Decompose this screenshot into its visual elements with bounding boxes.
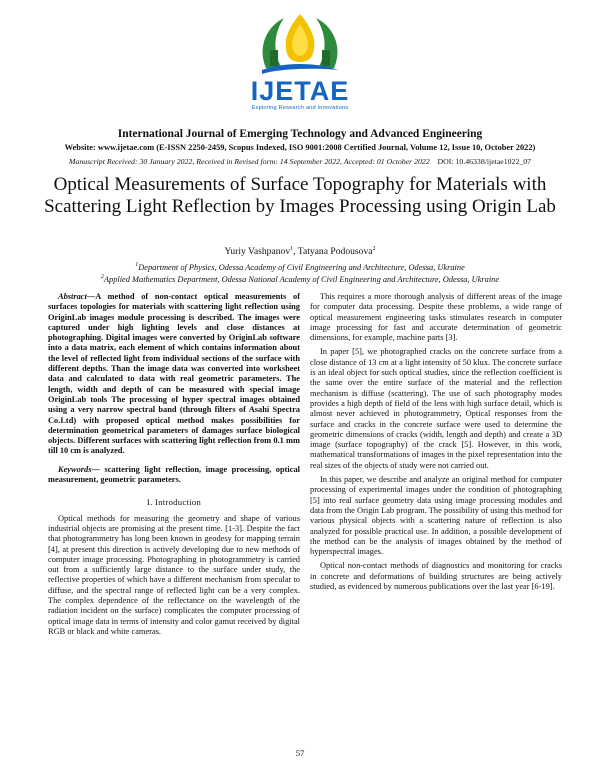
abstract-label: Abstract <box>58 292 87 301</box>
keywords-label: Keywords <box>58 464 92 474</box>
body-paragraph: In this paper, we describe and analyze an original method for computer processing of experimental images under the condition of photographing [5] into real surface geometry data using image processing modules and data from the Origin Lab program. The possibility of using this method for various physical objects with a scattering nature of reflection is also analyzed for possible practical use. In addition, a possible development of the method can be the analysis of images obtained by the method of hyperspectral images. <box>310 475 562 557</box>
keywords-text: — scattering light reflection, image processing, optical measurement, geometric parameters. <box>48 464 300 485</box>
abstract <box>48 292 300 457</box>
affiliation-sup: 1 <box>135 262 139 268</box>
affiliation-1 <box>0 262 600 272</box>
affiliation-text: Applied Mathematics Department, Odessa National Academy of Civil Engineering and Architecture, Odessa, Ukraine <box>103 274 500 284</box>
affiliation-2 <box>0 274 600 284</box>
author-name: Tatyana Podousova <box>297 246 373 258</box>
body-paragraph: In paper [5], we photographed cracks on the concrete surface from a close distance of 13 cm at a light intensity of 50 klux. The concrete surface is an ideal object for such optical studies, since the reflection coefficient is the same over the entire surface of the material and the reflection mechanism is diffuse (scattering). The use of such photography modes provides a high depth of field of the lens with high surface detail, which is almost never achieved in photogrammetry, Optical responses from the surface and cracks in the concrete surface were used to determine the geometric dimensions of cracks (width, length and depth) and create a 3D image (surface topography) of the crack [5]. However, in this work, mathematical transformations of images in the pixel representation into the real sizes of the objects of study were not carried out. <box>310 347 562 470</box>
abstract-text: —A method of non-contact optical measurements of surfaces topologies for materials with scattering light reflection using OriginLab images module processing is described. The images were captured under high lighting levels and close distances at photographing. Digital images were converted by OriginLab software into a data matrix, each element of which contains information about the level of reflected light from individual sections of the surface with different depths. Than the image data was converted into worksheet data and calculated to data with real geometric parameters. The length, width and depth of can be measured with special image OriginLab tools The processing of hyper spectral images obtained using a very narrow spectral band (through filters of Asahi Spectra Co.Ltd) with proposed optical method makes possibilities for determination geometrical parameters of damages surface biological objects. Different surfaces with scattering light reflection from 0.1 mm till 10 cm is analyzed. <box>48 292 300 456</box>
author-sup: 1 <box>290 246 294 252</box>
affiliation-text: Department of Physics, Odessa Academy of Civil Engineering and Architecture, Odessa, Ukraine <box>138 262 465 272</box>
left-column <box>48 292 300 641</box>
journal-name: International Journal of Emerging Technology and Advanced Engineering <box>117 128 483 140</box>
keywords <box>48 465 300 486</box>
logo-emblem-icon <box>252 10 348 78</box>
body-paragraph: This requires a more thorough analysis of different areas of the image for computer data processing. Despite these problems, a wide range of optical measurement engineering tasks stimulates research in computer image processing for fast and accurate determination of geometric dimensions, for example, machine parts [3]. <box>310 292 562 343</box>
authors-line <box>0 246 600 257</box>
page-number: 57 <box>295 748 305 758</box>
affiliation-sup: 2 <box>100 274 104 280</box>
intro-paragraph: Optical methods for measuring the geometry and shape of various industrial objects are promising at the present time. [1-3]. Despite the fact that photogrammetry has long been known in geodesy for mapping terrain [4], at present this direction is actively developing due to new methods of computer image processing. Photographing in photogrammetry is carried out from a sufficiently large distance to the surface under study, the reflective properties of which have a different mechanism from specular to diffuse, and the spectral range of reflected light can be a very complex. The complex dependence of the reflectance on the wavelength of the radiation incident on the surface) complicates the computer processing of optical image data in terms of intensity and color gamut received by digital RGB or black and white cameras. <box>48 513 300 636</box>
manuscript-info <box>0 157 600 166</box>
paper-title: Optical Measurements of Surface Topography for Materials with Scattering Light Reflection by Images Processing using Origin Lab <box>44 174 556 217</box>
logo-subtitle: Exploring Research and Innovations <box>251 105 349 111</box>
manuscript-dates: Manuscript Received: 30 January 2022, Received in Revised form: 14 September 2022, Accepted: 01 October 2022 <box>68 157 430 166</box>
journal-logo <box>244 10 356 126</box>
author-name: Yuriy Vashpanov <box>224 246 291 258</box>
author-separator: , <box>293 246 298 258</box>
author-sup: 2 <box>372 246 376 252</box>
right-column <box>310 292 562 596</box>
journal-website-line: Website: www.ijetae.com (E-ISSN 2250-2459, Scopus Indexed, ISO 9001:2008 Certified Journal, Volume 12, Issue 10, October 2022) <box>64 143 536 152</box>
doi: DOI: 10.46338/ijetae1022_07 <box>437 157 532 166</box>
body-paragraph: Optical non-contact methods of diagnostics and monitoring for cracks in concrete and deformations of building structures are being actively studied, as evidenced by numerous publications over the last year [6-19]. <box>310 561 562 592</box>
logo-wordmark: IJETAE <box>250 76 350 106</box>
section-heading-introduction: I. Introduction <box>146 497 202 508</box>
